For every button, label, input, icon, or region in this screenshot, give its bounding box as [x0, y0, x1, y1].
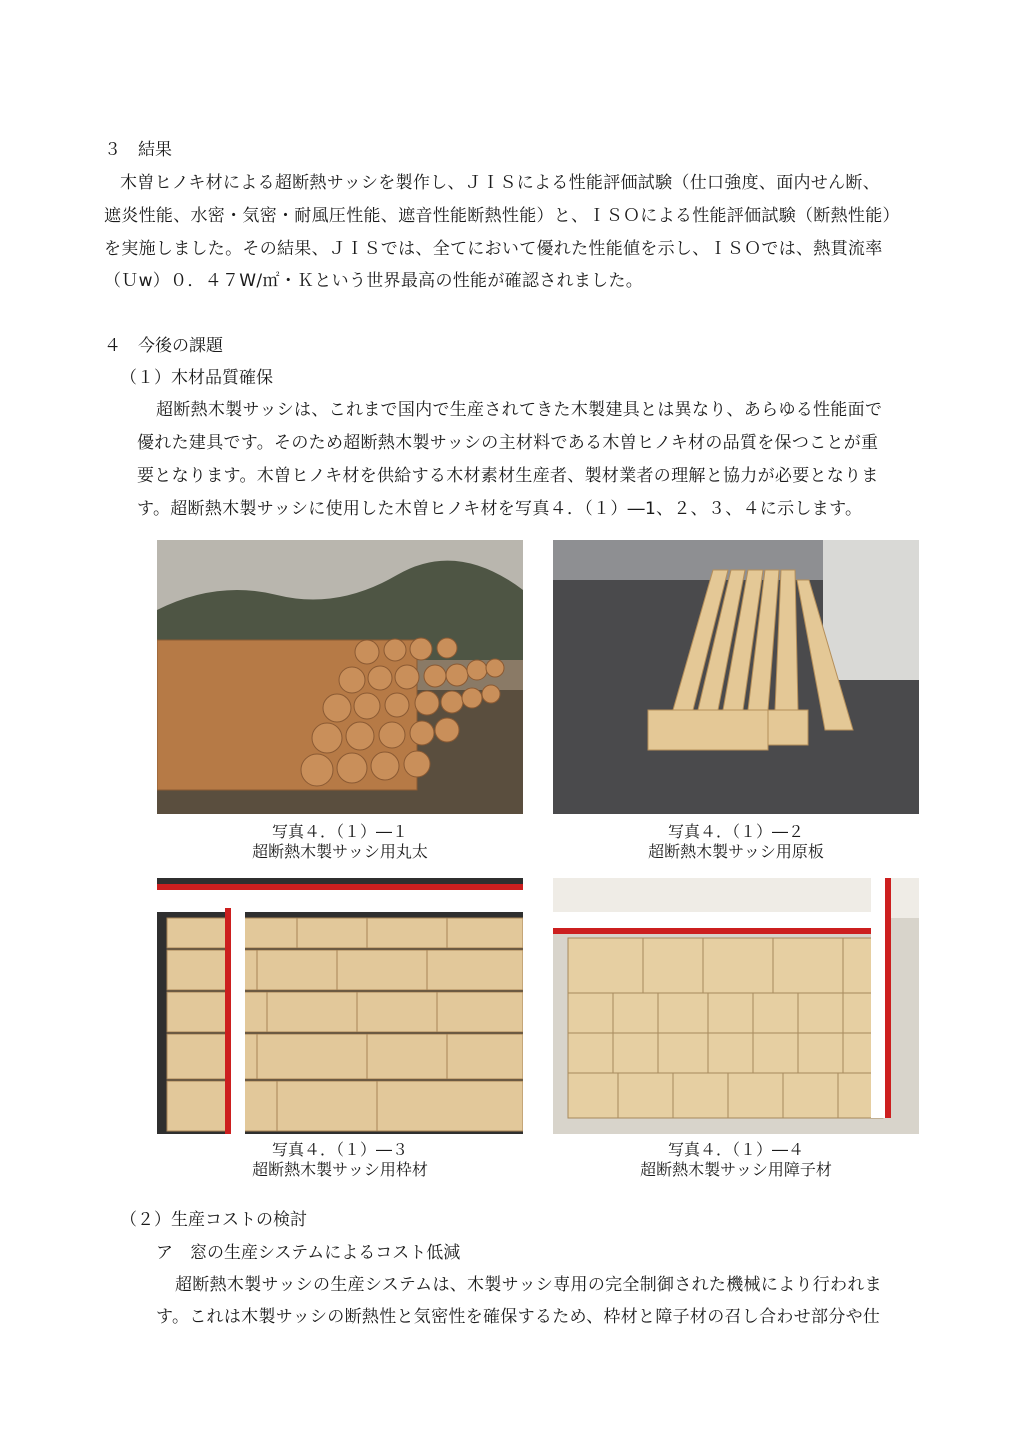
section-3-paragraph-line: 遮炎性能、水密・気密・耐風圧性能、遮音性能断熱性能）と、ＩＳＯによる性能評価試験（断熱性能） — [104, 206, 900, 226]
photo-logs — [157, 540, 523, 814]
subsection-2-paragraph-line: 超断熱木製サッシの生産システムは、木製サッシ専用の完全制御された機械により行われま — [175, 1275, 882, 1295]
subsection-2-paragraph-line: す。これは木製サッシの断熱性と気密性を確保するため、枠材と障子材の召し合わせ部分や仕 — [156, 1307, 881, 1327]
section-3-heading: ３ 結果 — [104, 140, 172, 160]
section-4-heading: ４ 今後の課題 — [104, 336, 223, 356]
photo-1-caption-title: 超断熱木製サッシ用丸太 — [252, 842, 428, 861]
photo-3-caption-title: 超断熱木製サッシ用枠材 — [252, 1160, 428, 1179]
photo-boards — [553, 540, 919, 814]
photo-2-caption-number: 写真４．（１）―２ — [667, 822, 804, 841]
subsection-1-paragraph-line: 優れた建具です。そのため超断熱木製サッシの主材料である木曽ヒノキ材の品質を保つことが重 — [137, 433, 879, 453]
photo-4-caption-title: 超断熱木製サッシ用障子材 — [640, 1160, 832, 1179]
subsection-2-heading: （２）生産コストの検討 — [120, 1210, 307, 1230]
photo-4-caption-number: 写真４．（１）―４ — [667, 1140, 804, 1159]
photo-1-caption-number: 写真４．（１）―１ — [271, 822, 408, 841]
subsection-1-paragraph-line: 超断熱木製サッシは、これまで国内で生産されてきた木製建具とは異なり、あらゆる性能面で — [156, 400, 883, 420]
section-3-paragraph-line: （Ｕw）０．４７W/㎡・Ｋという世界最高の性能が確認されました。 — [104, 271, 644, 291]
photo-3-caption-number: 写真４．（１）―３ — [271, 1140, 408, 1159]
subsection-1-paragraph-line: 要となります。木曽ヒノキ材を供給する木材素材生産者、製材業者の理解と協力が必要となりま — [137, 466, 879, 486]
item-a-heading: ア 窓の生産システムによるコスト低減 — [156, 1243, 461, 1263]
subsection-1-heading: （１）木材品質確保 — [120, 368, 273, 388]
photo-sash-lumber — [553, 878, 919, 1134]
photo-2-caption-title: 超断熱木製サッシ用原板 — [648, 842, 824, 861]
section-3-paragraph-line: を実施しました。その結果、ＪＩＳでは、全てにおいて優れた性能値を示し、ＩＳＯでは、熱貫流率 — [104, 239, 883, 259]
section-3-paragraph-line: 木曽ヒノキ材による超断熱サッシを製作し、ＪＩＳによる性能評価試験（仕口強度、面内せん断、 — [120, 173, 881, 193]
subsection-1-paragraph-line: す。超断熱木製サッシに使用した木曽ヒノキ材を写真４．（１）―1、２、３、４に示します。 — [137, 499, 863, 519]
photo-frame-lumber — [157, 878, 523, 1134]
